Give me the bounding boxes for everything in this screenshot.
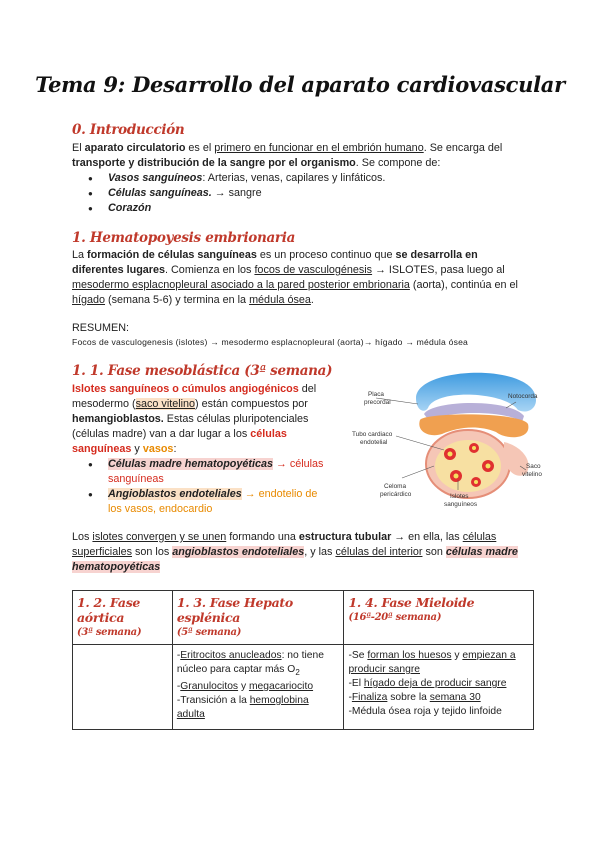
label-islotes: Islotes: [450, 493, 469, 500]
intro-line-2: transporte y distribución de la sangre por el organismo. Se compone de:: [72, 157, 441, 169]
list-item: ● Angioblastos endoteliales → endotelio de los vasos, endocardio: [72, 487, 344, 517]
list-item: ● Células sanguíneas. → sangre: [72, 186, 542, 201]
resumen-label: RESUMEN:: [72, 322, 129, 334]
embryo-figure: [346, 362, 542, 512]
blood-island-core: [454, 474, 459, 479]
section-1-text: La formación de células sanguíneas es un proceso continuo que se desarrolla en diferentes lugares. Comienza en los focos de vasculogénesis → ISLOTES, pasa luego al mesodermo esplacnopleural asociado a la pared posterior embrionaria (aorta), continúa en el hígado (semana 5-6) y termina en la médula ósea.: [72, 249, 518, 306]
list-item: ● Corazón: [72, 201, 542, 216]
label-tubo-cardiaco: Tubo cardiaco: [352, 431, 393, 438]
list-item: ● Células madre hematopoyéticas → células sanguíneas: [72, 457, 344, 487]
header-cell-hepato: 1. 3. Fase Hepato esplénica (5ª semana): [172, 591, 344, 645]
label-precordal: precordal: [364, 399, 391, 406]
cell-hepato: -Eritrocitos anucleados: no tiene núcleo para captar más $O_2$ -Granulocitos y megacariocito -Transición a la hemoglobina adulta: [172, 645, 344, 730]
resumen-text: Focos de vasculogenesis (islotes) → mesodermo esplacnopleural (aorta)→ hígado → médula ósea: [72, 337, 469, 347]
intro-line-1: El aparato circulatorio es el primero en funcionar en el embrión humano. Se encarga del: [72, 142, 503, 154]
label-endotelial: endotelial: [360, 439, 388, 446]
section-0-text: [72, 141, 542, 216]
table-header-row: [73, 591, 534, 645]
label-pericardico: pericárdico: [380, 491, 412, 498]
blood-island-core: [472, 446, 476, 450]
label-sanguineos: sanguíneos: [444, 501, 478, 508]
intro-bullet-list: [72, 171, 542, 216]
label-celoma: Celoma: [384, 483, 407, 490]
header-cell-aortica: 1. 2. Fase aórtica (3ª semana): [73, 591, 173, 645]
label-notocorda: Notocorda: [508, 393, 538, 400]
blood-island-core: [486, 464, 491, 469]
phase-bullet-list: [72, 457, 344, 517]
section-1-1-text: Islotes sanguíneos o cúmulos angiogénicos del mesodermo (saco vitelino) están compuestos por hemangioblastos. Estas células pluripotenciales (células madre) van a dar lugar a los células sanguíneas y vasos: ● Células madre hematopoyéticas → células sanguíneas ● Angioblastos endoteliales → endotelio de los vasos, endocardio: [72, 382, 344, 517]
label-saco: Saco: [526, 463, 541, 470]
label-vitelino: vitelino: [522, 471, 542, 478]
section-1-1-heading: 1. 1. Fase mesoblástica (3ª semana): [72, 363, 333, 379]
list-item: ● Vasos sanguíneos: Arterias, venas, capilares y linfáticos.: [72, 171, 542, 186]
phases-table: [72, 590, 534, 730]
page-title: Tema 9: Desarrollo del aparato cardiovascular: [35, 72, 565, 97]
convergence-text: Los islotes convergen y se unen formando una estructura tubular → en ella, las células superficiales son los angioblastos endoteliales, y las células del interior son células madre hematopoyéticas: [72, 531, 518, 573]
label-placa: Placa: [368, 391, 384, 398]
section-0-heading: 0. Introducción: [72, 122, 185, 138]
section-1-heading: 1. Hematopoyesis embrionaria: [72, 230, 296, 246]
table-row: [73, 645, 534, 730]
header-cell-mieloide: 1. 4. Fase Mieloide (16ª-20ª semana): [344, 591, 534, 645]
blood-island-core: [448, 452, 453, 457]
blood-island-core: [474, 480, 478, 484]
cell-mieloide: -Se forman los huesos y empiezan a producir sangre -El hígado deja de producir sangre -Finaliza sobre la semana 30 -Médula ósea roja y tejido linfoide: [344, 645, 534, 730]
cell-aortica: [73, 645, 173, 730]
